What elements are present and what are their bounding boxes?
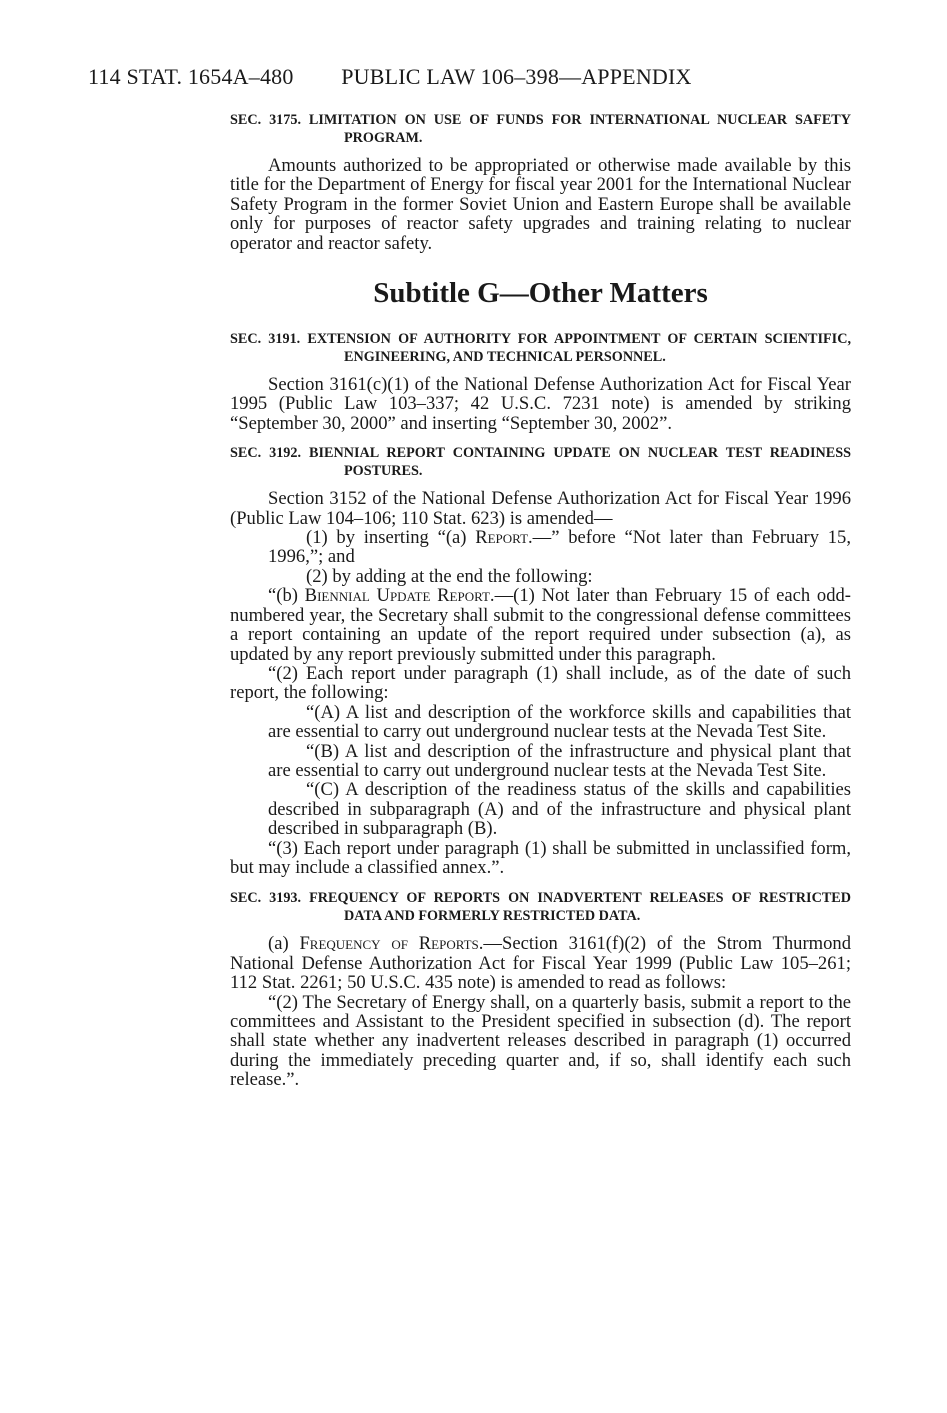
list-item-2: (2) by adding at the end the following: [306,565,593,587]
quoted-paragraph-3: “(3) Each report under paragraph (1) shall be submitted in unclassified form, but may include a classified annex.”. [230,837,851,878]
subsection-a: (a) Frequency of Reports.—Section 3161(f)(2) of the Strom Thurmond National Defense Authorization Act for Fiscal Year 1999 (Public Law 105–261; 112 Stat. 2261; 50 U.S.C. 435 note) is amended to read as follows: [230,933,851,994]
running-header [88,64,868,90]
section-heading: SEC. 3192. BIENNIAL REPORT CONTAINING UPDATE ON NUCLEAR TEST READINESS POSTURES. [230,445,851,479]
section-heading: SEC. 3193. FREQUENCY OF REPORTS ON INADVERTENT RELEASES OF RESTRICTED DATA AND FORMERLY RESTRICTED DATA. [230,890,851,924]
statute-reference: 114 STAT. 1654A–480 [88,64,294,89]
section-3192 [230,445,851,877]
list-item-1: (1) by inserting “(a) Report.—” before “Not later than February 15, 1996,”; and [268,527,852,568]
paragraph: Section 3161(c)(1) of the National Defense Authorization Act for Fiscal Year 1995 (Public Law 103–337; 42 U.S.C. 7231 note) is amended by striking “September 30, 2000” and inserting “September 30, 2002”. [230,374,851,434]
section-3193 [230,890,851,1089]
section-heading: SEC. 3175. LIMITATION ON USE OF FUNDS FOR INTERNATIONAL NUCLEAR SAFETY PROGRAM. [230,112,851,146]
section-heading: SEC. 3191. EXTENSION OF AUTHORITY FOR APPOINTMENT OF CERTAIN SCIENTIFIC, ENGINEERING, AND TECHNICAL PERSONNEL. [230,331,851,365]
paragraph: Section 3152 of the National Defense Authorization Act for Fiscal Year 1996 (Public Law 104–106; 110 Stat. 623) is amended— [230,488,851,529]
quoted-subparagraph-c: “(C) A description of the readiness status of the skills and capabilities described in subparagraph (A) and of the infrastructure and physical plant described in subparagraph (B). [268,779,851,840]
section-3175 [230,112,851,253]
section-3191 [230,331,851,433]
public-law-reference: PUBLIC LAW 106–398—APPENDIX [341,64,692,89]
document-body [230,112,851,1090]
quoted-subparagraph-a: “(A) A list and description of the workforce skills and capabilities that are essential to carry out underground nuclear tests at the Nevada Test Site. [268,701,851,743]
subtitle-heading: Subtitle G—Other Matters [373,277,708,310]
quoted-subsection-b: “(b) Biennial Update Report.—(1) Not later than February 15 of each odd-numbered year, the Secretary shall submit to the congressional defense committees a report containing an update of the report required under subsection (a), as updated by any report previously submitted under this paragraph. [230,585,851,665]
quoted-subparagraph-b: “(B) A list and description of the infrastructure and physical plant that are essential to carry out underground nuclear tests at the Nevada Test Site. [268,740,851,781]
quoted-paragraph-2: “(2) Each report under paragraph (1) shall include, as of the date of such report, the following: [230,662,851,704]
paragraph: Amounts authorized to be appropriated or otherwise made available by this title for the Department of Energy for fiscal year 2001 for the International Nuclear Safety Program in the former Soviet Union and Eastern Europe shall be available only for purposes of reactor safety upgrades and training relating to nuclear operator and reactor safety. [230,155,851,254]
quoted-paragraph: “(2) The Secretary of Energy shall, on a quarterly basis, submit a report to the committees and Assistant to the President specified in subsection (d). The report shall state whether any inadvertent releases described in paragraph (1) occurred during the immediately preceding quarter and, if so, shall identify each such release.”. [230,991,851,1091]
